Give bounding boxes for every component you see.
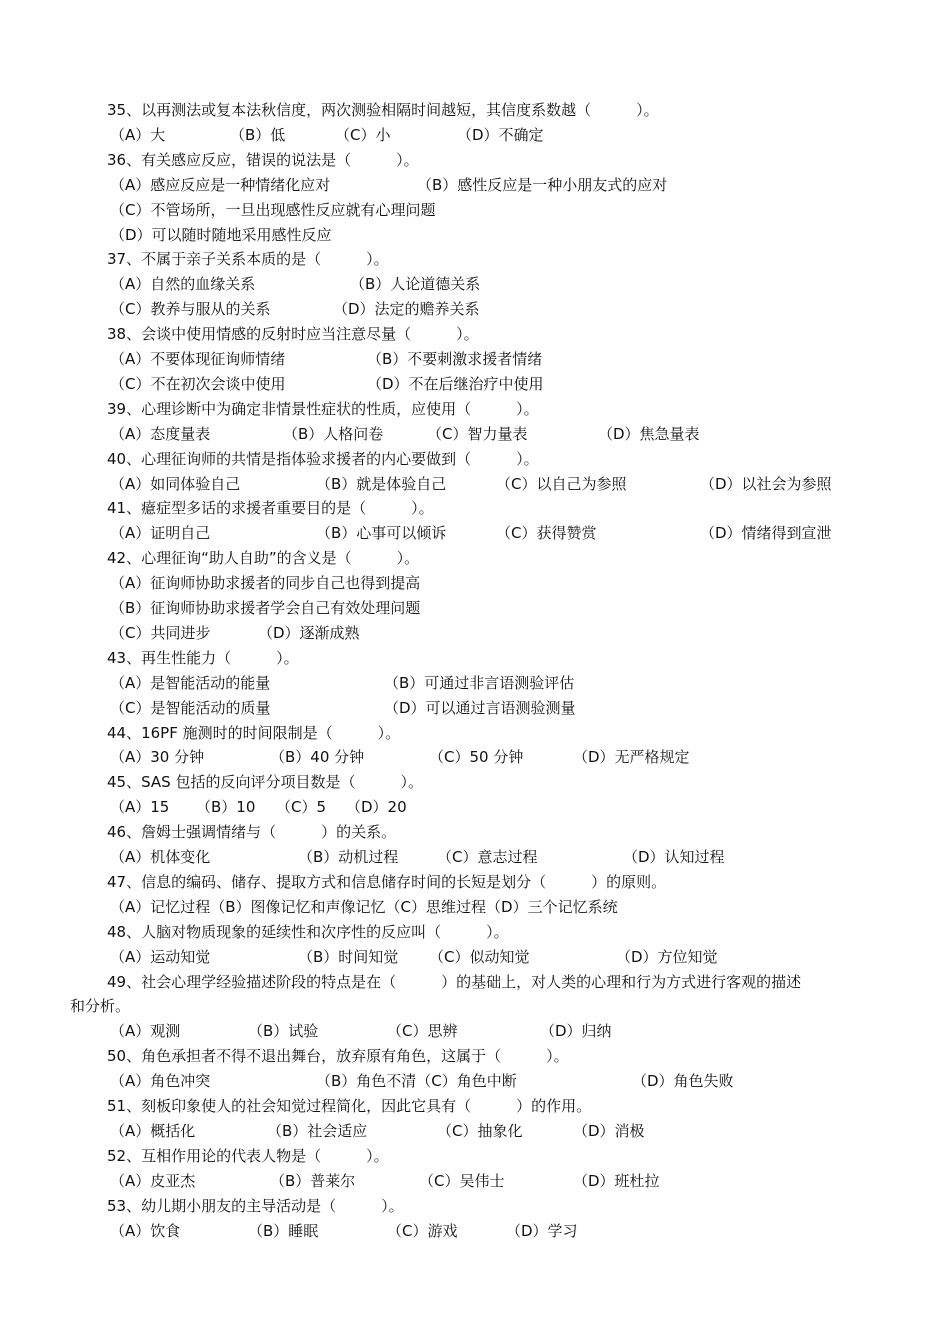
option-row: [0, 521, 950, 546]
answer-option: （D）归纳: [540, 1022, 612, 1041]
question-stem-line: [0, 870, 950, 895]
option-row: [0, 297, 950, 322]
question-stem-line: [0, 646, 950, 671]
option-row: [0, 696, 950, 721]
answer-option: （D）角色失败: [632, 1072, 734, 1091]
answer-option: （A）感应反应是一种情绪化应对: [110, 175, 331, 194]
answer-option: （D）不确定: [457, 125, 544, 144]
question-stem: 53、幼儿期小朋友的主导活动是（ ）。: [107, 1196, 404, 1215]
answer-option: （D）学习: [506, 1221, 578, 1240]
question-stem: 41、癔症型多话的求援者重要目的是（ ）。: [107, 499, 434, 518]
option-row: [0, 1169, 950, 1194]
answer-option: （A）运动知觉: [110, 947, 211, 966]
question-stem-continuation-line: [0, 994, 950, 1019]
answer-option: （D）法定的赡养关系: [333, 300, 480, 319]
question-stem: 51、刻板印象使人的社会知觉过程简化，因此它具有（ ）的作用。: [107, 1097, 592, 1115]
answer-option: （A）自然的血缘关系: [110, 275, 256, 294]
answer-option: （C）小: [335, 125, 391, 144]
answer-option: （C）不在初次会谈中使用: [110, 374, 286, 393]
answer-option: （A）记忆过程（B）图像记忆和声像记忆（C）思维过程（D）三个记忆系统: [110, 897, 618, 916]
answer-option: （C）获得赞赏: [496, 524, 597, 543]
question-stem: 35、以再测法或复本法秋信度，两次测验相隔时间越短，其信度系数越（ ）。: [107, 101, 659, 119]
option-row: [0, 272, 950, 297]
option-row: [0, 895, 950, 920]
question-stem-line: [0, 98, 950, 123]
question-stem-line: [0, 397, 950, 422]
question-stem-line: [0, 1044, 950, 1069]
question-stem-line: [0, 1094, 950, 1119]
answer-option: （D）逐渐成熟: [258, 623, 360, 642]
question-stem-line: [0, 1194, 950, 1219]
option-row: [0, 1069, 950, 1094]
answer-option: （D）不在后继治疗中使用: [367, 374, 544, 393]
answer-option: （D）焦急量表: [598, 424, 700, 443]
answer-option: （C）抽象化: [437, 1121, 523, 1140]
option-row: [0, 372, 950, 397]
question-stem-line: [0, 148, 950, 173]
question-stem-line: [0, 770, 950, 795]
question-stem: 43、再生性能力（ ）。: [107, 648, 299, 667]
answer-option: （D）可以通过言语测验测量: [384, 698, 576, 717]
answer-option: （B）征询师协助求援者学会自己有效处理问题: [110, 599, 421, 617]
answer-option: （D）可以随时随地采用感性反应: [110, 225, 332, 244]
answer-option: （C）教养与服从的关系: [110, 300, 271, 319]
question-stem-line: [0, 546, 950, 571]
answer-option: （B）不要刺激求援者情绪: [367, 350, 543, 368]
answer-option: （A）皮亚杰: [110, 1171, 196, 1190]
answer-option: （C）思辨: [387, 1022, 458, 1041]
option-row: [0, 945, 950, 970]
question-stem: 49、社会心理学经验描述阶段的特点是在（ ）的基础上，对人类的心理和行为方式进行客观的描述: [107, 972, 802, 991]
answer-option: （A）不要体现征询师情绪: [110, 350, 286, 368]
answer-option: （C）游戏: [387, 1221, 458, 1240]
option-row: [0, 1119, 950, 1144]
question-stem-line: [0, 920, 950, 945]
answer-option: （A）证明自己: [110, 524, 211, 543]
answer-option: （B）可通过非言语测验评估: [384, 673, 575, 692]
answer-option: （C）不管场所，一旦出现感性反应就有心理问题: [110, 200, 436, 219]
question-stem-line: [0, 970, 950, 995]
question-stem: 50、角色承担者不得不退出舞台，放弃原有角色，这属于（ ）。: [107, 1047, 569, 1066]
question-stem: 40、心理征询师的共情是指体验求援者的内心要做到（ ）。: [107, 449, 539, 468]
answer-option: （D）以社会为参照: [700, 474, 832, 493]
answer-option: （B）就是体验自己: [316, 474, 447, 493]
option-row: [0, 1019, 950, 1044]
question-stem-line: [0, 820, 950, 845]
answer-option: （D）情绪得到宣泄: [700, 524, 832, 543]
question-stem-line: [0, 447, 950, 472]
answer-option: （C）似动知觉: [429, 947, 530, 966]
option-row: [0, 472, 950, 497]
option-row: [0, 347, 950, 372]
question-stem-line: [0, 247, 950, 272]
question-stem: 45、SAS 包括的反向评分项目数是（ ）。: [107, 773, 423, 792]
answer-option: （D）消极: [573, 1121, 645, 1140]
question-stem: 44、16PF 施测时的时间限制是（ ）。: [107, 723, 401, 742]
answer-option: （B）睡眠: [248, 1221, 319, 1240]
answer-option: （A）饮食: [110, 1221, 181, 1240]
option-row: [0, 223, 950, 248]
answer-option: （B）40 分钟: [270, 748, 365, 767]
answer-option: （B）10: [196, 798, 256, 817]
answer-option: （D）认知过程: [623, 848, 725, 866]
answer-option: （D）班杜拉: [573, 1171, 660, 1190]
question-stem-line: [0, 496, 950, 521]
answer-option: （C）意志过程: [437, 848, 538, 866]
answer-option: （A）机体变化: [110, 848, 211, 866]
answer-option: （C）以自己为参照: [496, 474, 627, 493]
question-stem: 36、有关感应反应，错误的说法是（ ）。: [107, 150, 419, 169]
question-stem: 47、信息的编码、储存、提取方式和信息储存时间的长短是划分（ ）的原则。: [107, 872, 667, 891]
answer-option: （B）动机过程: [298, 848, 399, 866]
option-row: [0, 422, 950, 447]
answer-option: （B）角色不清（C）角色中断: [316, 1072, 517, 1091]
question-stem: 38、会谈中使用情感的反射时应当注意尽量（ ）。: [107, 325, 479, 344]
answer-option: （C）50 分钟: [429, 748, 524, 767]
question-stem-line: [0, 721, 950, 746]
question-stem-continuation: 和分析。: [70, 997, 131, 1016]
answer-option: （B）心事可以倾诉: [316, 524, 447, 543]
answer-option: （C）5: [276, 798, 327, 817]
question-stem: 42、心理征询“助人自助”的含义是（ ）。: [107, 549, 420, 568]
option-row: [0, 845, 950, 870]
question-stem: 48、人脑对物质现象的延续性和次序性的反应叫（ ）。: [107, 922, 509, 941]
option-row: [0, 1219, 950, 1244]
answer-option: （D）无严格规定: [573, 748, 690, 767]
answer-option: （A）观测: [110, 1022, 181, 1041]
option-row: [0, 671, 950, 696]
option-row: [0, 596, 950, 621]
answer-option: （A）30 分钟: [110, 748, 205, 767]
option-row: [0, 173, 950, 198]
answer-option: （D）20: [346, 798, 407, 817]
answer-option: （B）社会适应: [267, 1121, 368, 1140]
answer-option: （D）方位知觉: [616, 947, 718, 966]
option-row: [0, 621, 950, 646]
option-row: [0, 123, 950, 148]
option-row: [0, 745, 950, 770]
answer-option: （B）低: [230, 125, 286, 144]
answer-option: （B）感性反应是一种小朋友式的应对: [417, 175, 668, 194]
question-stem-line: [0, 322, 950, 347]
answer-option: （B）时间知觉: [298, 947, 399, 966]
answer-option: （C）是智能活动的质量: [110, 698, 271, 717]
answer-option: （A）态度量表: [110, 424, 211, 443]
question-stem: 46、詹姆士强调情绪与（ ）的关系。: [107, 823, 397, 842]
answer-option: （C）吴伟士: [419, 1171, 505, 1190]
answer-option: （A）15: [110, 798, 170, 817]
option-row: [0, 795, 950, 820]
answer-option: （C）智力量表: [427, 424, 528, 443]
answer-option: （B）人论道德关系: [350, 275, 481, 294]
answer-option: （A）大: [110, 125, 166, 144]
answer-option: （C）共同进步: [110, 623, 211, 642]
question-stem: 37、不属于亲子关系本质的是（ ）。: [107, 250, 389, 269]
answer-option: （B）普莱尔: [270, 1171, 356, 1190]
question-stem: 52、互相作用论的代表人物是（ ）。: [107, 1146, 389, 1165]
answer-option: （A）概括化: [110, 1121, 196, 1140]
answer-option: （B）人格问卷: [283, 424, 384, 443]
answer-option: （A）角色冲突: [110, 1072, 211, 1091]
answer-option: （A）如同体验自己: [110, 474, 241, 493]
option-row: [0, 571, 950, 596]
answer-option: （A）是智能活动的能量: [110, 673, 271, 692]
answer-option: （B）试验: [248, 1022, 319, 1041]
question-stem: 39、心理诊断中为确定非情景性症状的性质，应使用（ ）。: [107, 399, 539, 418]
option-row: [0, 198, 950, 223]
question-stem-line: [0, 1144, 950, 1169]
answer-option: （A）征询师协助求援者的同步自己也得到提高: [110, 574, 421, 593]
